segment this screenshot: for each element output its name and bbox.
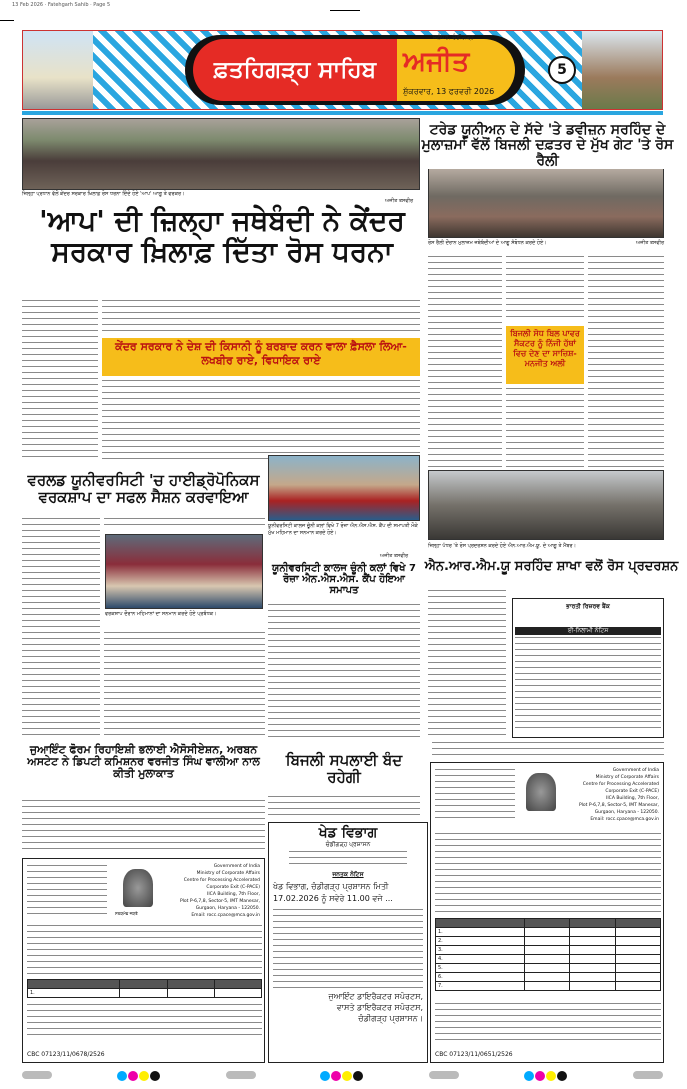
cmyk-dots [524, 1066, 568, 1085]
article-text [22, 518, 100, 740]
ad-subtitle: ਚੰਡੀਗੜ੍ਹ ਪ੍ਰਸ਼ਾਸਨ [325, 841, 371, 848]
cbc-code: CBC 07123/11/0678/2526 [27, 1051, 105, 1058]
cell: 4. [436, 955, 525, 964]
article-text [265, 380, 420, 450]
line: Plot P-6,7,8, Sector-5, IMT Manesar, [578, 803, 659, 808]
monument-image [582, 31, 662, 109]
line: Centre for Processing Accelerated [582, 782, 659, 787]
print-slug: 13 Feb 2026 · Fatehgarh Sahib · Page 5 [12, 2, 111, 8]
article-text [104, 632, 265, 740]
nss-camp-photo [268, 455, 420, 521]
gray-patch [22, 1071, 52, 1079]
gurdwara-image [23, 31, 93, 109]
line: Email: rocc.cpace@mca.gov.in [590, 817, 659, 822]
color-bar [22, 1070, 663, 1080]
headline: ਵਰਲਡ ਯੂਨੀਵਰਸਿਟੀ 'ਚ ਹਾਈਡ੍ਰੋਪੋਨਿਕਸ ਵਰਕਸ਼ਾਪ ਦਾ ਸਫਲ ਸੈਸ਼ਨ ਕਰਵਾਇਆ [22, 472, 265, 505]
line: Gurgaon, Haryana - 122050. [594, 810, 659, 815]
sports-dept-ad [268, 822, 428, 1063]
notice-title: ਜਨਤਕ ਨੋਟਿਸ [332, 871, 364, 878]
nrmu-protest-photo [428, 470, 664, 540]
line: Government of India [612, 768, 659, 773]
signature [269, 991, 427, 1024]
emblem-motto: ਸਤਯਮੇਵ ਜਯਤੇ [115, 911, 138, 916]
line: Ministry of Corporate Affairs [196, 871, 260, 876]
photo-caption: ਯੂਨੀਵਰਸਿਟੀ ਕਾਲਜ ਚੂੰਨੀ ਕਲਾਂ ਵਿਖੇ 7 ਰੋਜ਼ਾ ਐਨ.ਐਸ.ਐਸ. ਕੈਂਪ ਦੀ ਸਮਾਪਤੀ ਮੌਕੇ ਮੁੱਖ ਮਹਿਮਾਨ ਦਾ ਸਨਮਾਨ ਕਰਦੇ ਹੋਏ। [268, 523, 418, 536]
line: Plot P-6,7,8, Sector-5, IMT Manesar, [179, 899, 260, 904]
ad-table [435, 918, 661, 991]
pull-quote: ਬਿਜਲੀ ਸੋਧ ਬਿਲ ਪਾਵਰ ਸੈਕਟਰ ਨੂੰ ਨਿੱਜੀ ਹੱਥਾਂ ਵਿਚ ਦੇਣ ਦਾ ਸਾਜ਼ਿਸ਼-ਮਨਜੀਤ ਅਲੀ [506, 326, 584, 384]
masthead [22, 30, 663, 110]
photo-credit: ਅਜੀਤ ਤਸਵੀਰ [636, 240, 665, 246]
register-mark [330, 10, 360, 11]
rally-photo [428, 168, 664, 238]
ad-text [435, 833, 661, 913]
photo-caption: ਜ਼ਿਲ੍ਹਾ ਪੱਧਰ 'ਤੇ ਰੋਸ ਪ੍ਰਦਰਸ਼ਨ ਕਰਦੇ ਹੋਏ ਐਨ.ਆਰ.ਐਮ.ਯੂ. ਦੇ ਆਗੂ ਤੇ ਮੈਂਬਰ। [428, 543, 576, 549]
ad-text [27, 1004, 262, 1039]
line: Corporate Exit (C-PACE) [605, 789, 659, 794]
cell: 6. [436, 973, 525, 982]
article-text [268, 604, 420, 740]
masthead-rule [22, 111, 663, 115]
article-text [506, 388, 584, 467]
workshop-photo [105, 534, 263, 609]
issue-date: ਸ਼ੁੱਕਰਵਾਰ, 13 ਫਰਵਰੀ 2026 [403, 87, 495, 96]
article-text [268, 796, 420, 818]
ad-text [289, 851, 407, 869]
article-text [432, 742, 664, 760]
headline: ਟਰੇਡ ਯੂਨੀਅਨ ਦੇ ਸੱਦੇ 'ਤੇ ਡਵੀਜ਼ਨ ਸਰਹਿੰਦ ਦੇ ਮੁਲਾਜ਼ਮਾਂ ਵੱਲੋਂ ਬਿਜਲੀ ਦਫ਼ਤਰ ਦੇ ਮੁੱਖ ਗੇਟ 'ਤੇ ਰੋਸ ਰੈਲੀ [421, 122, 674, 169]
pull-quote: ਕੇਂਦਰ ਸਰਕਾਰ ਨੇ ਦੇਸ਼ ਦੀ ਕਿਸਾਨੀ ਨੂੰ ਬਰਬਾਦ ਕਰਨ ਵਾਲਾ ਫ਼ੈਸਲਾ ਲਿਆ-ਲਖਬੀਰ ਰਾਏ, ਵਿਧਾਇਕ ਰਾਏ [102, 338, 420, 376]
photo-credit: ਅਜੀਤ ਤਸਵੀਰ [380, 553, 409, 559]
headline: ਯੂਨੀਵਰਸਿਟੀ ਕਾਲਜ ਚੂੰਨੀ ਕਲਾਂ ਵਿਖੇ 7 ਰੋਜ਼ਾ ਐਨ.ਐਸ.ਐਸ. ਕੈਂਪ ਹੋਇਆ ਸਮਾਪਤ [268, 563, 420, 596]
ad-text [27, 865, 107, 915]
cell: 2. [436, 937, 525, 946]
cell: 5. [436, 964, 525, 973]
ad-table [27, 979, 262, 998]
line: IICA Building, 7th Floor, [606, 796, 659, 801]
cmyk-dots [320, 1066, 364, 1085]
edition-title: ਫ਼ਤਹਿਗੜ੍ਹ ਸਾਹਿਬ [193, 39, 397, 101]
ad-title: ਖੇਡ ਵਿਭਾਗ [318, 825, 378, 841]
line: Centre for Processing Accelerated [183, 878, 260, 883]
ad-text [273, 909, 423, 989]
headline: ਬਿਜਲੀ ਸਪਲਾਈ ਬੰਦ ਰਹੇਗੀ [268, 752, 420, 785]
article-text [428, 590, 506, 738]
line: ਚੰਡੀਗੜ੍ਹ ਪ੍ਰਸ਼ਾਸਨ। [358, 1014, 423, 1023]
article-text [104, 518, 265, 530]
article-text [22, 800, 265, 854]
emblem-icon [123, 869, 153, 907]
article-text [22, 300, 98, 462]
line: Email: rocc.cpace@mca.gov.in [191, 913, 260, 918]
gov-address [180, 863, 260, 919]
protest-photo [22, 118, 420, 190]
article-text [506, 256, 584, 322]
headline: ਐਨ.ਆਰ.ਐਮ.ਯੂ ਸਰਹਿੰਦ ਸ਼ਾਖਾ ਵਲੋਂ ਰੋਸ ਪ੍ਰਦਰਸ਼ਨ [424, 559, 679, 574]
line: Gurgaon, Haryana - 122050. [195, 906, 260, 911]
cmyk-dots [117, 1066, 161, 1085]
cell: 3. [436, 946, 525, 955]
article-text [102, 300, 420, 334]
crop-mark [0, 20, 14, 21]
gov-ad-left [22, 858, 265, 1063]
cell: 1. [436, 928, 525, 937]
headline: 'ਆਪ' ਦੀ ਜ਼ਿਲ੍ਹਾ ਜਥੇਬੰਦੀ ਨੇ ਕੇਂਦਰ ਸਰਕਾਰ ਖ਼ਿਲਾਫ਼ ਦਿੱਤਾ ਰੋਸ ਧਰਨਾ [24, 206, 420, 268]
gray-patch [429, 1071, 459, 1079]
gray-patch [633, 1071, 663, 1079]
ad-text [27, 925, 262, 975]
ad-text [435, 1003, 661, 1043]
headline: ਜੁਆਇੰਟ ਫੋਰਮ ਰਿਹਾਇਸ਼ੀ ਭਲਾਈ ਐਸੋਸੀਏਸ਼ਨ, ਅਰਬਨ ਅਸਟੇਟ ਨੇ ਡਿਪਟੀ ਕਮਿਸ਼ਨਰ ਵਰਜੀਤ ਸਿੰਘ ਵਾਲੀਆ ਨਾਲ ਕੀਤੀ ਮੁਲਾਕਾਤ [22, 744, 265, 780]
line: ਜੁਆਇੰਟ ਡਾਇਰੈਕਟਰ ਸਪੋਰਟਸ, [328, 992, 423, 1001]
paper-logo: ਅਜੀਤ [403, 46, 470, 77]
photo-credit: ਅਜੀਤ ਤਸਵੀਰ [385, 198, 414, 204]
line: Corporate Exit (C-PACE) [206, 885, 260, 890]
gov-address [579, 767, 659, 823]
cell: 1. [28, 989, 120, 998]
gray-patch [226, 1071, 256, 1079]
line: Government of India [213, 864, 260, 869]
photo-caption: ਰੋਸ ਰੈਲੀ ਦੌਰਾਨ ਮੁਲਾਜ਼ਮ ਜਥੇਬੰਦੀਆਂ ਦੇ ਆਗੂ ਸੰਬੋਧਨ ਕਰਦੇ ਹੋਏ। [428, 240, 547, 246]
line: IICA Building, 7th Floor, [207, 892, 260, 897]
line: ਵਾਸਤੇ ਡਾਇਰੈਕਟਰ ਸਪੋਰਟਸ, [336, 1003, 423, 1012]
bank-ad-band: ਈ-ਨਿਲਾਮੀ ਨੋਟਿਸ [515, 627, 661, 635]
gov-ad-right [430, 762, 664, 1063]
line: Ministry of Corporate Affairs [595, 775, 659, 780]
page-number: 5 [548, 56, 576, 84]
emblem-icon [526, 773, 556, 811]
cbc-code: CBC 07123/11/0651/2526 [435, 1051, 513, 1058]
city-label: ਜਲੰਧਰ, ਚੰਡੀਗੜ੍ਹ [433, 34, 474, 41]
notice-body: ਖੇਡ ਵਿਭਾਗ, ਚੰਡੀਗੜ੍ਹ ਪ੍ਰਸ਼ਾਸਨ ਮਿਤੀ 17.02.2026 ਨੂੰ ਸਵੇਰੇ 11.00 ਵਜੇ ... [273, 882, 393, 903]
cell: 7. [436, 982, 525, 991]
ad-text [435, 769, 515, 819]
bank-ad [512, 598, 664, 738]
article-text [588, 256, 664, 467]
bank-ad-title: ਭਾਰਤੀ ਰਿਜ਼ਰਵ ਬੈਂਕ [566, 603, 610, 610]
ad-text [515, 637, 661, 732]
article-text [428, 256, 502, 467]
photo-caption: ਜ਼ਿਲ੍ਹਾ ਪ੍ਰਧਾਨ ਵੱਲੋਂ ਕੇਂਦਰ ਸਰਕਾਰ ਖ਼ਿਲਾਫ਼ ਰੋਸ ਧਰਨਾ ਦਿੰਦੇ ਹੋਏ 'ਆਪ' ਆਗੂ ਤੇ ਵਰਕਰ। [22, 191, 185, 197]
photo-caption: ਵਰਕਸ਼ਾਪ ਦੌਰਾਨ ਮਹਿਮਾਨਾਂ ਦਾ ਸਨਮਾਨ ਕਰਦੇ ਹੋਏ ਪ੍ਰਬੰਧਕ। [105, 611, 217, 617]
